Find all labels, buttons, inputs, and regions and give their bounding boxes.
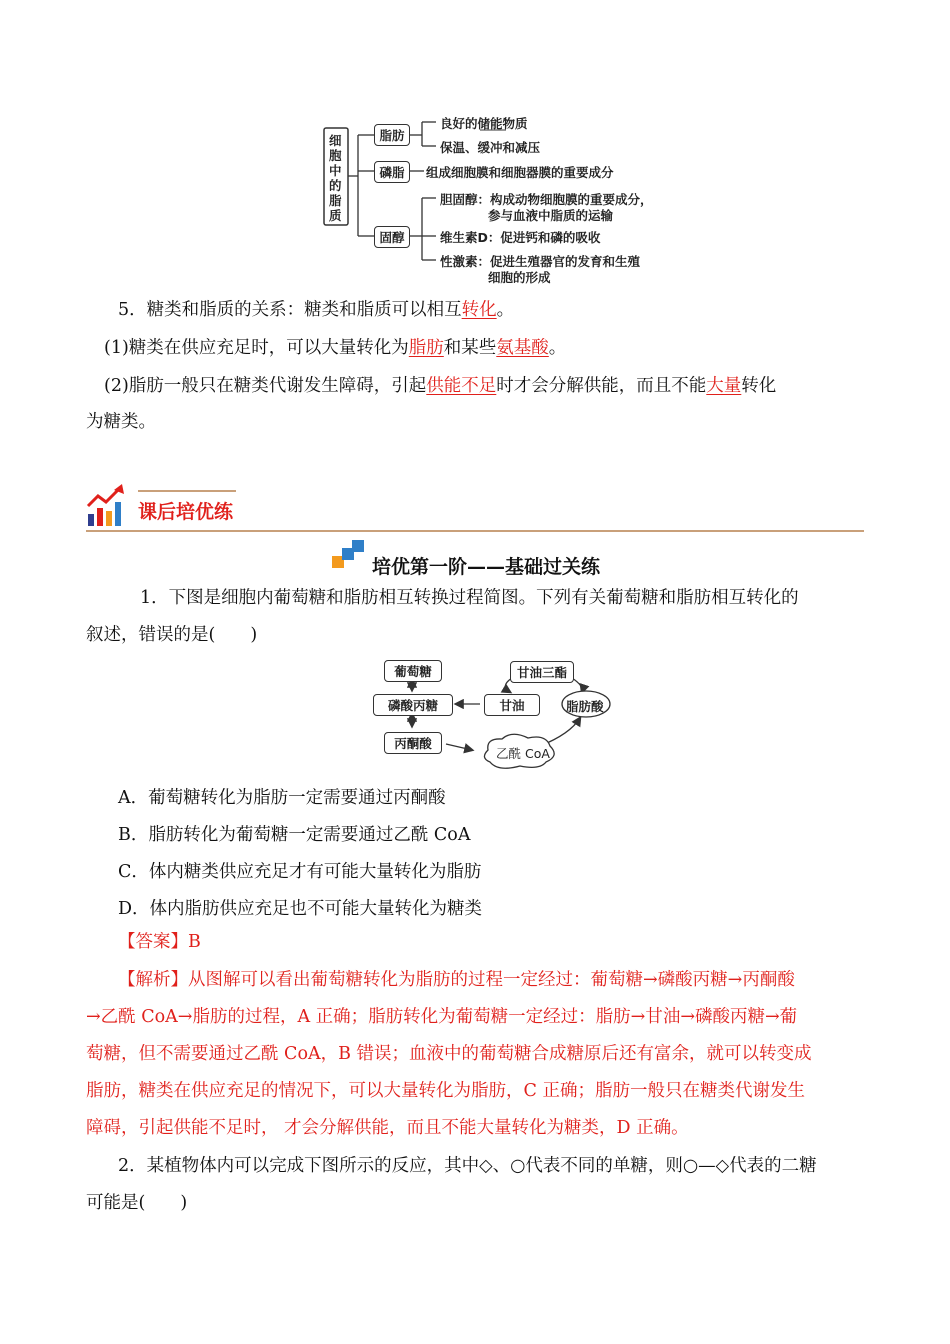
fat-item-1: 良好的储能物质	[440, 116, 528, 131]
node-glucose: 葡萄糖	[384, 660, 442, 682]
node-fatty-acid: 脂肪酸	[566, 699, 604, 714]
node-pyruvate: 丙酮酸	[384, 732, 442, 754]
q1-answer: 【答案】B	[118, 932, 201, 952]
tier-title: 培优第一阶——基础过关练	[372, 556, 601, 578]
q1-option-b[interactable]: B．脂肪转化为葡萄糖一定需要通过乙酰 CoA	[118, 825, 471, 845]
q1-analysis-line1: 【解析】从图解可以看出葡萄糖转化为脂肪的过程一定经过：葡萄糖→磷酸丙糖→丙酮酸	[118, 970, 795, 990]
point5-title: 5．糖类和脂质的关系：糖类和脂质可以相互转化。	[118, 300, 515, 320]
node-acetyl-coa: 乙酰 CoA	[496, 746, 550, 761]
branch-phospholipid: 磷脂	[374, 161, 410, 183]
node-triose-phosphate: 磷酸丙糖	[373, 694, 453, 716]
q1-option-d[interactable]: D．体内脂肪供应充足也不可能大量转化为糖类	[118, 899, 483, 919]
q1-analysis-line4: 脂肪，糖类在供应充足的情况下，可以大量转化为脂肪，C 正确；脂肪一般只在糖类代谢发生	[86, 1081, 805, 1101]
branch-sterol: 固醇	[374, 226, 410, 248]
q2-stem-line1: 2．某植物体内可以完成下图所示的反应，其中◇、○代表不同的单糖，则○—◇代表的二糖	[118, 1156, 817, 1176]
point5-sub2: (2)脂肪一般只在糖类代谢发生障碍，引起供能不足时才会分解供能，而且不能大量转化	[104, 376, 777, 396]
growth-chart-icon	[86, 484, 130, 528]
branch-fat: 脂肪	[374, 124, 410, 146]
sterol-item-vitd: 维生素D：促进钙和磷的吸收	[440, 230, 601, 245]
node-glycerol: 甘油	[484, 694, 540, 716]
sterol-item-hormone-2: 细胞的形成	[488, 270, 551, 285]
q1-option-c[interactable]: C．体内糖类供应充足才有可能大量转化为脂肪	[118, 862, 482, 882]
q2-stem-line2: 可能是( )	[86, 1193, 188, 1213]
sterol-item-cholesterol: 胆固醇：构成动物细胞膜的重要成分，	[440, 192, 653, 207]
q1-stem-line2: 叙述，错误的是( )	[86, 625, 258, 645]
q1-analysis-line3: 萄糖，但不需要通过乙酰 CoA，B 错误；血液中的葡萄糖合成糖原后还有富余，就可以转变成	[86, 1044, 812, 1064]
q1-analysis-line5: 障碍，引起供能不足时， 才会分解供能，而且不能大量转化为糖类，D 正确。	[86, 1118, 689, 1138]
q1-diagram-lines	[0, 650, 950, 775]
section-divider	[86, 530, 864, 532]
sterol-item-cholesterol-2: 参与血液中脂质的运输	[488, 208, 614, 223]
point5-sub2-line2: 为糖类。	[86, 412, 156, 432]
stairs-icon	[330, 540, 366, 572]
q1-option-a[interactable]: A．葡萄糖转化为脂肪一定需要通过丙酮酸	[118, 788, 446, 808]
q1-analysis-line2: →乙酰 CoA→脂肪的过程，A 正确；脂肪转化为葡萄糖一定经过：脂肪→甘油→磷酸丙糖→葡	[86, 1007, 798, 1027]
sterol-item-hormone: 性激素：促进生殖器官的发育和生殖	[440, 254, 641, 269]
node-triglyceride: 甘油三酯	[510, 661, 574, 683]
q1-stem-line1: 1．下图是细胞内葡萄糖和脂肪相互转换过程简图。下列有关葡萄糖和脂肪相互转化的	[140, 588, 799, 608]
fat-item-2: 保温、缓冲和减压	[440, 140, 541, 155]
lipid-root-label: 细胞中的脂质	[329, 133, 342, 223]
section-title: 课后培优练	[138, 501, 234, 523]
section-accent-line	[138, 490, 236, 492]
point5-sub1: (1)糖类在供应充足时，可以大量转化为脂肪和某些氨基酸。	[104, 338, 567, 358]
phospholipid-item: 组成细胞膜和细胞器膜的重要成分	[426, 165, 614, 180]
